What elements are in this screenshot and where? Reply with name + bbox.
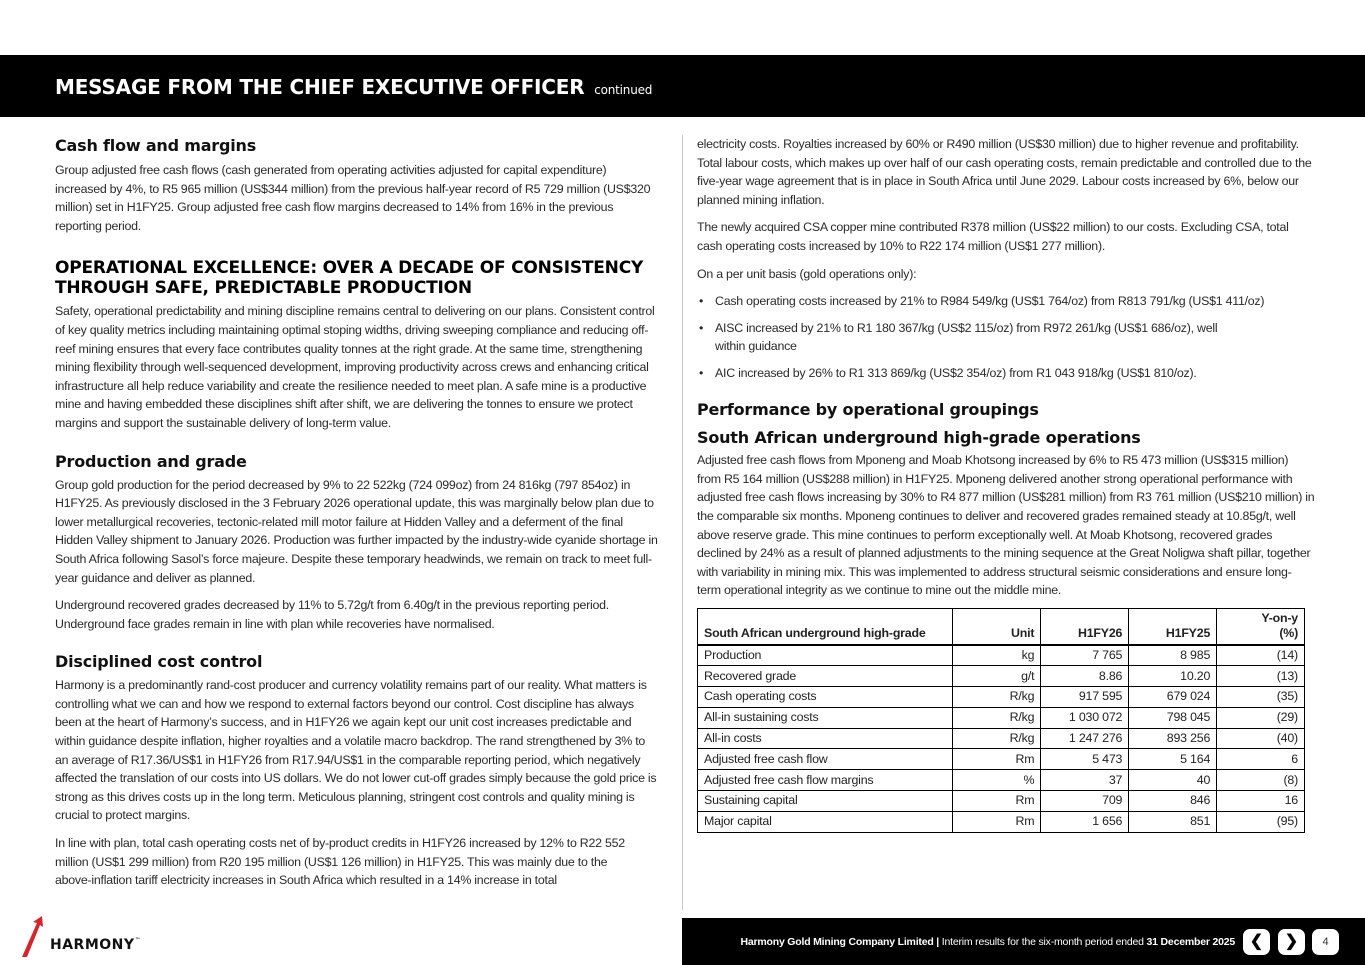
operational-heading-line1: OPERATIONAL EXCELLENCE: OVER A DECADE OF CONSISTENCY [55,258,644,279]
table-row [698,645,1305,666]
sa-operations-paragraph: Adjusted free cash flows from Mponeng and Moab Khotsong increased by 6% to R5 473 million (US$315 million) from R5 164 million (US$288 million) in H1FY25. Mponeng delivered another strong operational performance with adjusted free cash flows increasing by 30% to R4 877 million (US$281 million) from R3 761 million (US$210 million) in the comparable six months. Mponeng continues to deliver and recovered grades remained steady at 10.85g/t, well above reserve grade. This mine continues to perform exceptionally well. At Moab Khotsong, recovered grades declined by 24% as a result of planned adjustments to the mining sequence at the Great Noligwa shaft pillar, together with variability in mining mix. This was implemented to address structural seismic considerations and ensure long-term operational integrity as we continue to mine out the middle mine. [697,453,1315,598]
bullet-text: Cash operating costs increased by 21% to R984 549/kg (US$1 764/oz) from R813 791/kg (US$1 411/oz) [715,294,1265,309]
row-label: Cash operating costs [698,687,953,708]
bullet-text: AISC increased by 21% to R1 180 367/kg (US$2 115/oz) from R972 261/kg (US$1 686/oz), well within guidance [715,321,1218,354]
row-unit: Rm [953,811,1041,832]
row-yoy: (40) [1217,728,1305,749]
operational-heading-line2: THROUGH SAFE, PREDICTABLE PRODUCTION [55,278,472,299]
row-unit: R/kg [953,687,1041,708]
table-header-yoy-line1: Y-on-y [1261,611,1298,625]
row-h1fy25: 5 164 [1129,749,1217,770]
left-column [55,135,661,890]
row-label: Major capital [698,811,953,832]
harmony-logo[interactable] [20,915,150,960]
footer-separator: | [936,936,940,948]
row-unit: kg [953,645,1041,666]
row-yoy: (95) [1217,811,1305,832]
operational-excellence-heading [55,258,661,298]
bullet-item [697,364,1315,382]
row-yoy: 6 [1217,749,1305,770]
row-h1fy25: 8 985 [1129,645,1217,666]
row-h1fy26: 1 656 [1041,811,1129,832]
row-label: All-in sustaining costs [698,707,953,728]
footer-date: 31 December 2025 [1146,936,1235,948]
logo-wordmark [50,937,141,953]
row-label: Production [698,645,953,666]
row-yoy: (29) [1217,707,1305,728]
row-h1fy25: 893 256 [1129,728,1217,749]
column-divider [682,135,683,910]
row-h1fy26: 8.86 [1041,666,1129,687]
row-unit: g/t [953,666,1041,687]
row-h1fy26: 7 765 [1041,645,1129,666]
table-row [698,770,1305,791]
row-unit: Rm [953,791,1041,812]
row-yoy: (35) [1217,687,1305,708]
row-h1fy25: 10.20 [1129,666,1217,687]
csa-paragraph: The newly acquired CSA copper mine contributed R378 million (US$22 million) to our costs. Excluding CSA, total cash operating costs increased by 10% to R22 174 million (US$1 277 million). [697,220,1289,253]
row-yoy: (14) [1217,645,1305,666]
row-h1fy25: 679 024 [1129,687,1217,708]
page-title [55,75,652,99]
cash-flow-heading: Cash flow and margins [55,136,257,155]
chevron-left-icon: ❮ [1249,933,1264,950]
page-number: 4 [1312,929,1339,955]
production-heading: Production and grade [55,451,247,471]
table-header-unit: Unit [953,609,1041,646]
row-h1fy26: 37 [1041,770,1129,791]
row-unit: R/kg [953,728,1041,749]
row-unit: % [953,770,1041,791]
table-header-yoy-line2: (%) [1279,626,1298,640]
row-h1fy26: 1 030 072 [1041,707,1129,728]
production-paragraph-2: Underground recovered grades decreased by 11% to 5.72g/t from 6.40g/t in the previous reporting period. Underground face grades remain in line with plan while recoveries have normalised. [55,598,609,631]
cost-control-heading: Disciplined cost control [55,652,263,672]
row-unit: Rm [953,749,1041,770]
row-h1fy26: 1 247 276 [1041,728,1129,749]
row-h1fy25: 846 [1129,791,1217,812]
row-unit: R/kg [953,707,1041,728]
bullet-dot: • [699,294,704,309]
table-header-h1fy25: H1FY25 [1129,609,1217,646]
table-row [698,791,1305,812]
table-header-row [698,609,1305,646]
row-h1fy26: 5 473 [1041,749,1129,770]
row-label: Adjusted free cash flow margins [698,770,953,791]
bullet-dot: • [699,321,704,336]
logo-text: HARMONY [50,937,135,953]
table-row [698,728,1305,749]
electricity-paragraph: electricity costs. Royalties increased by 60% or R490 million (US$30 million) due to higher revenue and profitability. Total labour costs, which makes up over half of our cash operating costs, remain predictable and controlled due to the five-year wage agreement that is in place in South Africa until June 2029. Labour costs increased by 6%, below our planned mining inflation. [697,137,1312,207]
operational-paragraph: Safety, operational predictability and mining discipline remains central to delivering on our plans. Consistent control of key quality metrics including maintaining optimal stoping widths, driving sweeping compliance and reducing off-reef mining ensures that every face contributes quality tonnes at the right grade. At the same time, strengthening mining flexibility through well-sequenced development, improving productivity across crews and enhancing critical infrastructure all help reduce variability and create the resilience needed to meet plan. A safe mine is a productive mine and having embedded these disciplines shift after shift, we are delivering the tonnes to ensure we protect margins and support the sustainable delivery of long-term value. [55,304,655,430]
cost-paragraph-1: Harmony is a predominantly rand-cost producer and currency volatility remains part of our reality. What matters is controlling what we can and how we respond to external factors beyond our control. Cost discipline has always been at the heart of Harmony’s success, and in H1FY26 we again kept our unit cost increases predictable and within guidance despite inflation, higher royalties and a volatile macro backdrop. The rand strengthened by 3% to an average of R17.36/US$1 in H1FY26 from R17.94/US$1 in the comparable reporting period, which negatively affected the translation of our costs into US dollars. We do not lower cut-off grades simply because the gold price is strong as this drives costs up in the long term. Meticulous planning, stringent cost controls and quality mining is crucial to protect margins. [55,678,657,823]
row-yoy: 16 [1217,791,1305,812]
row-h1fy26: 917 595 [1041,687,1129,708]
next-page-button[interactable] [1278,929,1305,955]
bullet-item [697,292,1315,310]
sa-operations-table [697,608,1305,833]
table-row [698,666,1305,687]
previous-page-button[interactable] [1243,929,1270,955]
table-row [698,811,1305,832]
page-title-text: MESSAGE FROM THE CHIEF EXECUTIVE OFFICER [55,75,585,99]
table-header-h1fy26: H1FY26 [1041,609,1129,646]
footer-text [740,936,1235,948]
performance-heading: Performance by operational groupings [697,400,1039,420]
footer-bar [682,918,1365,965]
right-column [697,135,1315,600]
page-title-continued: continued [594,83,653,97]
chevron-right-icon: ❯ [1284,933,1299,950]
row-yoy: (13) [1217,666,1305,687]
footer-company: Harmony Gold Mining Company Limited [740,936,934,948]
bullet-item [697,319,1242,355]
logo-trademark: ™ [134,937,142,944]
table-row [698,687,1305,708]
row-yoy: (8) [1217,770,1305,791]
table-header-name: South African underground high-grade [698,609,953,646]
table-row [698,749,1305,770]
row-label: All-in costs [698,728,953,749]
row-label: Recovered grade [698,666,953,687]
table-row [698,707,1305,728]
bullet-text: AIC increased by 26% to R1 313 869/kg (US$2 354/oz) from R1 043 918/kg (US$1 810/oz). [715,366,1197,381]
row-h1fy25: 851 [1129,811,1217,832]
sa-operations-heading: South African underground high-grade operations [697,428,1141,448]
production-paragraph-1: Group gold production for the period decreased by 9% to 22 522kg (724 099oz) from 24 816kg (797 854oz) in H1FY25. As previously disclosed in the 3 February 2026 operational update, this was marginally below plan due to lower metallurgical recoveries, tectonic-related mill motor failure at Hidden Valley and a deferment of the final Hidden Valley shipment to January 2026. Production was further impacted by the industry-wide cyanide shortage in South Africa following Sasol’s force majeure. Despite these temporary headwinds, we remain on track to meet full-year guidance and deliver as planned. [55,477,658,585]
table-header-yoy [1217,609,1305,646]
row-h1fy26: 709 [1041,791,1129,812]
footer-description: Interim results for the six-month period ended [941,936,1144,948]
row-label: Sustaining capital [698,791,953,812]
row-h1fy25: 40 [1129,770,1217,791]
bullet-dot: • [699,366,704,381]
row-h1fy25: 798 045 [1129,707,1217,728]
cost-paragraph-2: In line with plan, total cash operating costs net of by-product credits in H1FY26 increased by 12% to R22 552 million (US$1 299 million) from R20 195 million (US$1 126 million) in H1FY25. This was mainly due to the above-inflation tariff electricity increases in South Africa which resulted in a 14% increase in total [55,836,625,888]
per-unit-intro: On a per unit basis (gold operations only): [697,266,917,281]
header-bar [0,55,1365,117]
row-label: Adjusted free cash flow [698,749,953,770]
cash-flow-paragraph: Group adjusted free cash flows (cash generated from operating activities adjusted for capital expenditure) increased by 4%, to R5 965 million (US$344 million) from the previous half-year record of R5 729 million (US$320 million) set in H1FY25. Group adjusted free cash flow margins decreased to 14% from 16% in the previous reporting period. [55,163,651,233]
